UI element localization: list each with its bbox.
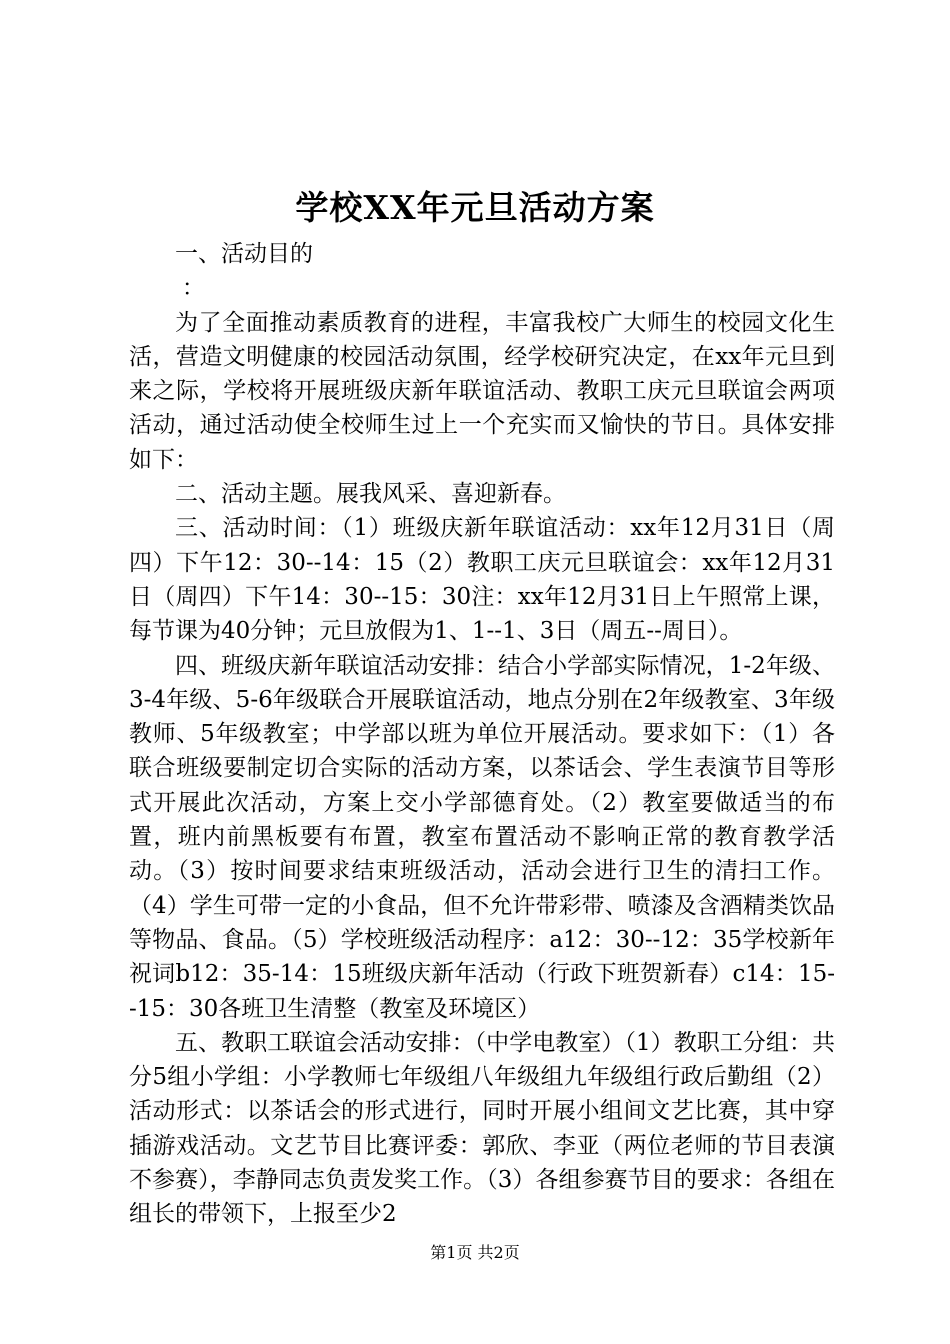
page-footer: 第1页 共2页 [430,1243,520,1262]
paragraph-colon: ： [181,275,205,302]
section-heading-purpose: 一、活动目的 [175,241,313,267]
paragraph-intro: 为了全面推动素质教育的进程，丰富我校广大师生的校园文化生活，营造文明健康的校园活动氛围，经学校研究决定，在xx年元旦到来之际，学校将开展班级庆新年联谊活动、教职工庆元旦联谊会两项活动，通过活动使全校师生过上一个充实而又愉快的节日。具体安排如下： [129,309,835,473]
document-title: 学校XX年元旦活动方案 [295,188,655,227]
section-staff-activity: 五、教职工联谊会活动安排：（中学电教室）（1）教职工分组：共分5组小学组：小学教师七年级组八年级组九年级组行政后勤组（2）活动形式：以茶话会的形式进行，同时开展小组间文艺比赛，其中穿插游戏活动。文艺节目比赛评委：郭欣、李亚（两位老师的节目表演不参赛），李静同志负责发奖工作。（3）各组参赛节目的要求：各组在组长的带领下，上报至少2 [129,1029,835,1228]
section-theme: 二、活动主题。展我风采、喜迎新春。 [175,481,566,508]
section-class-activity: 四、班级庆新年联谊活动安排：结合小学部实际情况，1-2年级、3-4年级、5-6年级联合开展联谊活动，地点分别在2年级教室、3年级教师、5年级教室；中学部以班为单位开展活动。要求如下：（1）各联合班级要制定切合实际的活动方案，以茶话会、学生表演节目等形式开展此次活动，方案上交小学部德育处。（2）教室要做适当的布置，班内前黑板要有布置，教室布置活动不影响正常的教育教学活动。（3）按时间要求结束班级活动，活动会进行卫生的清扫工作。（4）学生可带一定的小食品，但不允许带彩带、喷漆及含酒精类饮品等物品、食品。（5）学校班级活动程序：a12：30--12：35学校新年祝词b12：35-14：15班级庆新年活动（行政下班贺新春）c14：15--15：30各班卫生清整（教室及环境区） [129,652,835,1022]
document-body [129,237,835,1232]
section-time: 三、活动时间：（1）班级庆新年联谊活动：xx年12月31日（周四）下午12：30--14：15（2）教职工庆元旦联谊会：xx年12月31日（周四）下午14：30--15：30注：xx年12月31日上午照常上课，每节课为40分钟；元旦放假为1、1--1、3日（周五--周日）。 [129,515,835,645]
